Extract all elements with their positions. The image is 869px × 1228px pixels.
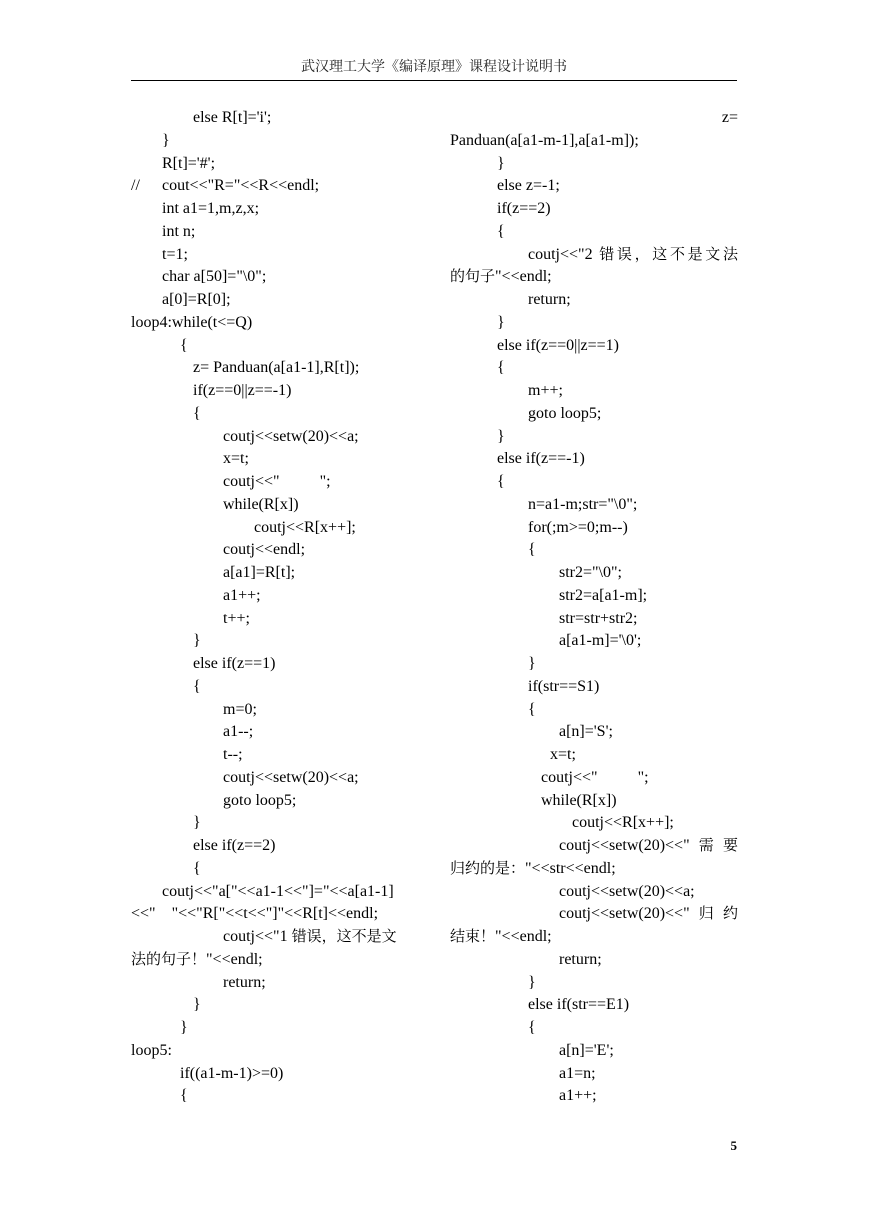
code-line: coutj<<setw(20)<<"需要 bbox=[559, 836, 738, 854]
code-line: while(R[x]) bbox=[223, 495, 299, 513]
code-line: coutj<<setw(20)<<a; bbox=[223, 427, 359, 445]
code-line: z= Panduan(a[a1-1],R[t]); bbox=[193, 359, 360, 377]
code-line: { bbox=[193, 859, 201, 877]
code-line: 归约的是："<<str<<endl; bbox=[450, 858, 616, 877]
code-line: { bbox=[180, 1087, 188, 1105]
code-line: if(z==2) bbox=[497, 200, 551, 217]
code-line: { bbox=[193, 404, 201, 422]
code-line: } bbox=[180, 1019, 188, 1036]
code-line: 结束！"<<endl; bbox=[450, 927, 552, 945]
code-line: n=a1-m;str="\0"; bbox=[528, 495, 638, 513]
code-line: a[a1]=R[t]; bbox=[223, 564, 296, 581]
code-line: } bbox=[193, 632, 201, 650]
code-line: return; bbox=[528, 291, 571, 308]
code-line: coutj<<R[x++]; bbox=[572, 814, 674, 832]
code-line: else if(z==-1) bbox=[497, 450, 585, 468]
code-line: coutj<<R[x++]; bbox=[254, 518, 356, 536]
code-line: } bbox=[193, 996, 201, 1014]
code-line: coutj<<"2 错误，这不是文法 bbox=[528, 244, 738, 263]
code-line: a1=n; bbox=[559, 1064, 596, 1082]
code-line: Panduan(a[a1-m-1],a[a1-m]); bbox=[450, 131, 639, 149]
code-line: { bbox=[497, 359, 505, 377]
code-line: } bbox=[497, 313, 505, 331]
code-line: t++; bbox=[223, 609, 250, 627]
code-line: <<" "<<"R["<<t<<"]"<<R[t]<<endl; bbox=[131, 905, 379, 923]
code-line: coutj<<"a["<<a1-1<<"]="<<a[a1-1] bbox=[162, 882, 394, 900]
code-line: else z=-1; bbox=[497, 177, 560, 195]
code-line: if((a1-m-1)>=0) bbox=[180, 1064, 284, 1082]
code-line: } bbox=[162, 131, 170, 149]
code-line: else if(z==2) bbox=[193, 837, 276, 854]
code-line: else if(str==E1) bbox=[528, 996, 630, 1014]
code-line: loop5: bbox=[131, 1041, 172, 1059]
code-line: if(z==0||z==-1) bbox=[193, 382, 292, 399]
code-line: { bbox=[528, 541, 536, 559]
code-line: { bbox=[193, 677, 201, 695]
code-line: if(str==S1) bbox=[528, 677, 600, 695]
code-line: str2="\0"; bbox=[559, 564, 622, 581]
code-line: { bbox=[528, 1019, 536, 1036]
code-line: { bbox=[180, 336, 188, 354]
code-line: a1++; bbox=[223, 586, 261, 604]
code-line: a1++; bbox=[559, 1087, 597, 1105]
code-line: return; bbox=[559, 950, 602, 968]
code-line: coutj<<" "; bbox=[223, 473, 331, 490]
code-line: } bbox=[497, 154, 505, 172]
code-line: { bbox=[497, 222, 505, 240]
code-line: cout<<"R="<<R<<endl; bbox=[162, 177, 320, 195]
code-line: // bbox=[131, 177, 140, 195]
code-line: goto loop5; bbox=[528, 404, 602, 422]
code-line: a[n]='E'; bbox=[559, 1041, 614, 1059]
page-number: 5 bbox=[730, 1138, 737, 1153]
code-line: int a1=1,m,z,x; bbox=[162, 200, 260, 217]
code-line: coutj<<setw(20)<<a; bbox=[223, 768, 359, 786]
code-line: m++; bbox=[528, 382, 563, 399]
code-line: } bbox=[193, 814, 201, 832]
code-line: else R[t]='i'; bbox=[193, 109, 272, 126]
code-line: R[t]='#'; bbox=[162, 154, 216, 172]
code-line: a[a1-m]='\0'; bbox=[559, 632, 642, 650]
code-line: return; bbox=[223, 973, 266, 991]
code-line: goto loop5; bbox=[223, 791, 297, 809]
code-line: { bbox=[497, 473, 505, 490]
code-line: } bbox=[497, 427, 505, 445]
code-line: a[n]='S'; bbox=[559, 723, 613, 741]
code-line: str2=a[a1-m]; bbox=[559, 586, 648, 604]
code-line: 法的句子！"<<endl; bbox=[131, 949, 263, 968]
code-line: for(;m>=0;m--) bbox=[528, 518, 628, 536]
page-header-title: 武汉理工大学《编译原理》课程设计说明书 bbox=[301, 60, 567, 75]
header-rule bbox=[131, 80, 737, 81]
code-line: loop4:while(t<=Q) bbox=[131, 313, 253, 331]
code-line: } bbox=[528, 655, 536, 672]
code-line: t--; bbox=[223, 746, 243, 763]
code-line: a1--; bbox=[223, 723, 254, 741]
code-line: { bbox=[528, 700, 536, 718]
code-line: char a[50]="\0"; bbox=[162, 268, 267, 286]
code-line: else if(z==0||z==1) bbox=[497, 336, 620, 354]
code-line: t=1; bbox=[162, 245, 188, 263]
code-line: z= bbox=[721, 109, 738, 126]
code-line: coutj<<"1 错误，这不是文 bbox=[223, 927, 397, 945]
code-line: m=0; bbox=[223, 700, 257, 718]
code-line: str=str+str2; bbox=[559, 609, 638, 627]
code-line: coutj<<endl; bbox=[223, 541, 306, 559]
code-line: coutj<<setw(20)<<"归约 bbox=[559, 904, 738, 923]
code-line: x=t; bbox=[550, 746, 576, 763]
code-line: int n; bbox=[162, 222, 196, 240]
code-line: x=t; bbox=[223, 450, 249, 468]
code-line: 的句子"<<endl; bbox=[450, 267, 552, 286]
code-line: else if(z==1) bbox=[193, 655, 276, 672]
code-line: coutj<<" "; bbox=[541, 768, 649, 786]
code-line: } bbox=[528, 973, 536, 991]
code-line: coutj<<setw(20)<<a; bbox=[559, 882, 695, 900]
code-line: while(R[x]) bbox=[541, 791, 617, 809]
code-line: a[0]=R[0]; bbox=[162, 291, 231, 308]
